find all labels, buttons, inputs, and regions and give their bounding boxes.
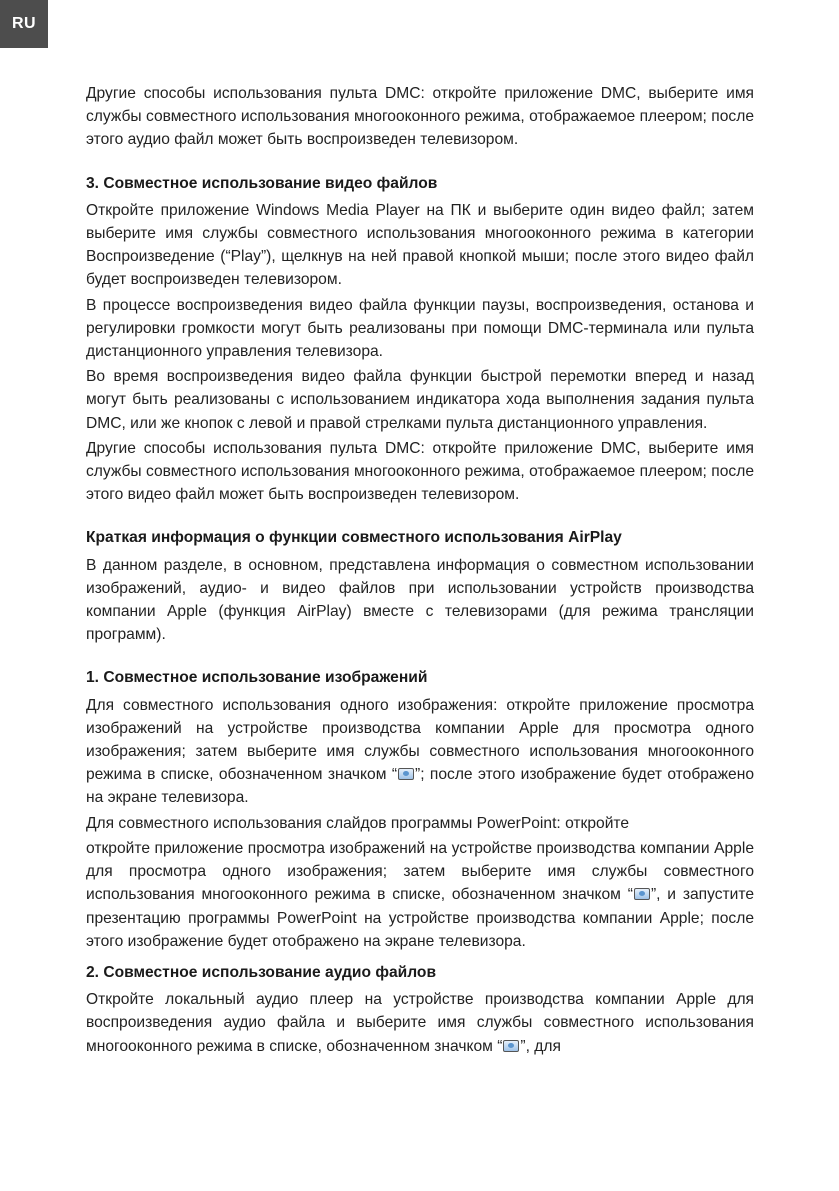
section-3-paragraph-3: Во время воспроизведения видео файла функции быстрой перемотки вперед и назад могут быть реализованы с использованием индикатора хода выполнения задания пульта DMC, или же кнопок с левой и правой стрелками пульта дистанционного управления. [86,368,754,432]
section-2-paragraph-1: Откройте локальный аудио плеер на устройстве производства компании Apple для воспроизведения аудио файла и выберите имя службы совместного использования многооконного режима в списке, обозначенном значком “ ”, для [86,991,754,1055]
airplay-icon [634,888,650,900]
section-2-title: 2. Совместное использование аудио файлов [86,963,437,981]
section-1-paragraph-2: Для совместного использования слайдов программы PowerPoint: откройте [86,814,630,832]
airplay-title: Краткая информация о функции совместного использования AirPlay [86,529,622,547]
airplay-icon [503,1040,519,1052]
section-1-paragraph-3: откройте приложение просмотра изображений на устройстве производства компании Apple для просмотра одного изображения; затем выберите имя службы совместного использования многооконного режима в списке, обозначенном значком “ ”, и запустите презентацию программы PowerPoint на устройстве производства компании Apple; после этого изображение будет отображено на экране телевизора. [86,839,755,950]
airplay-icon [398,768,414,780]
section-3-paragraph-4: Другие способы использования пульта DMC: откройте приложение DMC, выберите имя службы совместного использования многооконного режима, отображаемое плеером; после этого видео файл может быть воспроизведен телевизором. [86,439,754,504]
airplay-paragraph: В данном разделе, в основном, представлена информация о совместном использовании изображений, аудио- и видео файлов при использовании устройств производства компании Apple (функция AirPlay) вместе с телевизорами (для режима трансляции программ). [86,556,754,644]
section-1-title: 1. Совместное использование изображений [86,669,428,687]
section-3-paragraph-2: В процессе воспроизведения видео файла функции паузы, воспроизведения, останова и регулировки громкости могут быть реализованы при помощи DMC-терминала или пульта дистанционного управления телевизора. [86,296,754,361]
section-3-title: 3. Совместное использование видео файлов [86,174,438,192]
section-3-paragraph-1: Откройте приложение Windows Media Player на ПК и выберите один видео файл; затем выберите имя службы совместного использования многооконного режима в категории Воспроизведение (“Play”), щелкнув на ней правой кнопкой мыши; после этого видео файл будет воспроизведен телевизором. [86,201,754,289]
document-body [86,82,754,1060]
paragraph-dmc-audio: Другие способы использования пульта DMC: откройте приложение DMC, выберите имя службы совместного использования многооконного режима, отображаемое плеером; после этого аудио файл может быть воспроизведен телевизором. [86,85,754,149]
section-1-paragraph-1: Для совместного использования одного изображения: откройте приложение просмотра изображений на устройстве производства компании Apple для просмотра одного изображения; затем выберите имя службы совместного использования многооконного режима в списке, обозначенном значком “ ”; после этого изображение будет отображено на экране телевизора. [86,696,754,807]
language-tab: RU [0,0,48,48]
